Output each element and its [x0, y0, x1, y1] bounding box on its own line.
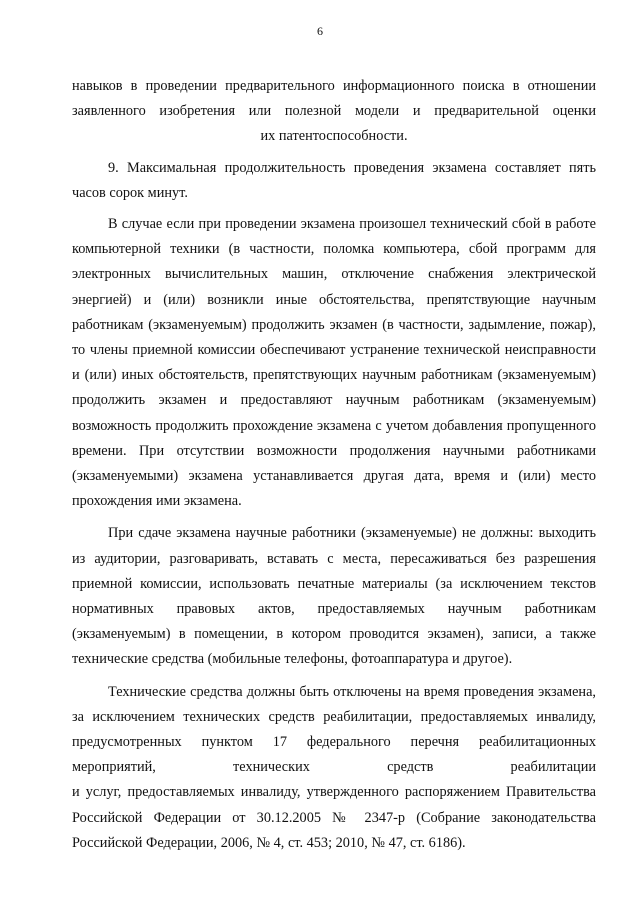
paragraph-technical-devices-continued: и услуг, предоставляемых инвалиду, утвержденного распоряжением Правительства Российской Федерации от 30.12.2005 № 2347-р (Собрание законодательства Российской Федерации, 2006, № 4, ст. 453; 2010, № 47, ст. 6186). — [72, 784, 596, 851]
document-body — [72, 74, 596, 856]
paragraph-technical-failure: В случае если при проведении экзамена произошел технический сбой в работе компьютерной техники (в частности, поломка компьютера, сбой программ для электронных вычислительных машин, отключение снабжения электрической энергией) и (или) возникли иные обстоятельства, препятствующие научным работникам (экзаменуемым) продолжить экзамен (в частности, задымление, пожар), то члены приемной комиссии обеспечивают устранение технической неисправности и (или) иных обстоятельств, препятствующих научным работникам (экзаменуемым) продолжить экзамен и предоставляют научным работникам (экзаменуемым) возможность продолжить прохождение экзамена с учетом добавления пропущенного времени. При отсутствии возможности продолжения научными работниками (экзаменуемыми) экзамена устанавливается другая дата, время и (или) место прохождения ими экзамена. — [72, 216, 596, 510]
paragraph-exam-rules: При сдаче экзамена научные работники (экзаменуемые) не должны: выходить из аудитории, разговаривать, вставать с места, пересаживаться без разрешения приемной комиссии, использовать печатные материалы (за исключением текстов нормативных правовых актов, предоставляемых научным работникам (экзаменуемым) в помещении, в котором проводится экзамен), записи, а также технические средства (мобильные телефоны, фотоаппаратура и другое). — [72, 525, 596, 668]
paragraph-continuation-end: их патентоспособности. — [260, 128, 408, 145]
paragraph-exam-duration: 9. Максимальная продолжительность проведения экзамена составляет пять часов сорок минут. — [72, 159, 596, 201]
page-number: 6 — [317, 24, 323, 38]
paragraph-continuation: навыков в проведении предварительного информационного поиска в отношении заявленного изобретения или полезной модели и предварительной оценки — [72, 78, 596, 120]
paragraph-technical-devices: Технические средства должны быть отключены на время проведения экзамена, за исключением технических средств реабилитации, предоставляемых инвалиду, предусмотренных пунктом 17 федерального перечня реабилитационных мероприятий, технических средств реабилитации — [72, 683, 596, 776]
